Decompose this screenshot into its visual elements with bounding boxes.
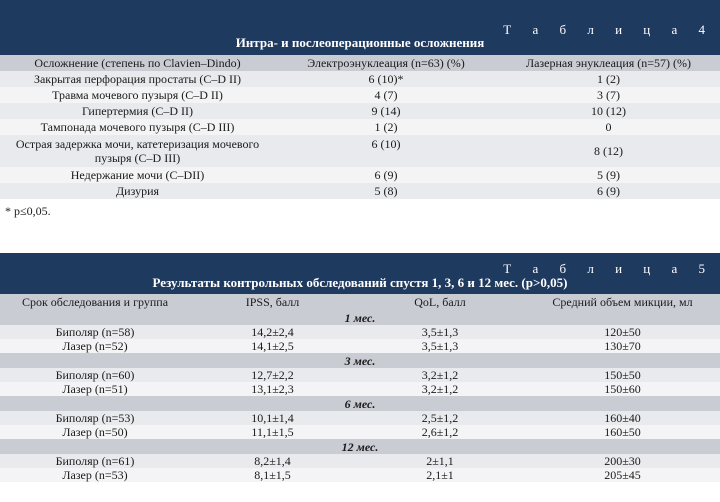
table-row — [0, 87, 720, 103]
column-header: Лазерная энуклеация (n=57) (%) — [525, 56, 692, 70]
cell: 160±50 — [604, 425, 641, 439]
period-label: 1 мес. — [0, 310, 720, 325]
table-5 — [0, 253, 720, 482]
table-row — [0, 135, 720, 167]
cell: 6 (9) — [374, 168, 398, 182]
table-4-header — [0, 0, 720, 55]
cell: 8,1±1,5 — [254, 468, 291, 482]
table-5-title: Результаты контрольных обследований спустя 1, 3, 6 и 12 мес. (p>0,05) — [152, 275, 568, 290]
cell: 150±60 — [604, 382, 641, 396]
cell: Лазер (n=51) — [62, 382, 128, 396]
cell: 8,2±1,4 — [254, 454, 291, 468]
table-row — [0, 71, 720, 87]
table-row — [0, 183, 720, 199]
cell: 8 (12) — [594, 144, 623, 158]
cell: Дизурия — [115, 184, 160, 198]
table-row — [0, 425, 720, 439]
cell: 12,7±2,2 — [251, 368, 294, 382]
cell: Биполяр (n=61) — [55, 454, 135, 468]
table-4 — [0, 0, 720, 219]
table-5-grid — [0, 294, 720, 482]
cell: 5 (8) — [374, 184, 398, 198]
cell: 3,2±1,2 — [421, 368, 459, 382]
cell: Недержание мочи (C–DII) — [70, 168, 205, 182]
cell: 0 — [605, 120, 612, 134]
cell: 1 (2) — [374, 120, 398, 134]
table-row — [0, 468, 720, 482]
period-row — [0, 310, 720, 325]
cell: Биполяр (n=58) — [55, 325, 135, 339]
cell: 120±50 — [604, 325, 641, 339]
column-header: QoL, балл — [414, 295, 466, 309]
cell: Острая задержка мочи, катетеризация мочевого пузыря (C–D III) — [15, 137, 260, 165]
table-4-number: Т а б л и ц а 4 — [503, 22, 714, 37]
table-4-grid — [0, 55, 720, 199]
cell: 3,2±1,2 — [421, 382, 459, 396]
table-5-number: Т а б л и ц а 5 — [503, 261, 714, 276]
cell: 4 (7) — [374, 88, 398, 102]
table-row — [0, 167, 720, 183]
period-label: 12 мес. — [0, 439, 720, 454]
table-4-column-headers — [0, 55, 720, 71]
cell: 9 (14) — [371, 104, 401, 118]
cell: Биполяр (n=60) — [55, 368, 135, 382]
period-row — [0, 396, 720, 411]
period-row — [0, 439, 720, 454]
table-row — [0, 411, 720, 425]
table-row — [0, 119, 720, 135]
period-label: 6 мес. — [0, 396, 720, 411]
period-label: 3 мес. — [0, 353, 720, 368]
cell: 3 (7) — [597, 88, 620, 102]
table-row — [0, 103, 720, 119]
table-row — [0, 382, 720, 396]
cell: Закрытая перфорация простаты (C–D II) — [33, 72, 242, 86]
table-row — [0, 339, 720, 353]
cell: Травма мочевого пузыря (C–D II) — [52, 88, 223, 102]
column-header: Осложнение (степень по Clavien–Dindo) — [34, 56, 241, 70]
cell: 10,1±1,4 — [251, 411, 294, 425]
cell: 3,5±1,3 — [421, 339, 459, 353]
column-header: Электроэнуклеация (n=63) (%) — [307, 56, 465, 70]
cell: 6 (10)* — [368, 72, 404, 86]
table-4-footnote: * p≤0,05. — [5, 204, 51, 218]
table-row — [0, 325, 720, 339]
table-5-header — [0, 253, 720, 294]
cell: 6 (9) — [597, 184, 620, 198]
cell: 6 (10) — [371, 137, 401, 151]
cell: 1 (2) — [597, 72, 620, 86]
cell: 205±45 — [604, 468, 641, 482]
cell: Лазер (n=53) — [62, 468, 128, 482]
table-row — [0, 454, 720, 468]
cell: Гипертермия (C–D II) — [81, 104, 194, 118]
column-header: IPSS, балл — [245, 295, 300, 309]
period-row — [0, 353, 720, 368]
cell: 14,1±2,5 — [251, 339, 294, 353]
cell: 150±50 — [604, 368, 641, 382]
cell: Тампонада мочевого пузыря (C–D III) — [40, 120, 235, 134]
cell: 160±40 — [604, 411, 641, 425]
cell: 3,5±1,3 — [421, 325, 459, 339]
cell: 2±1,1 — [426, 454, 454, 468]
cell: 2,6±1,2 — [421, 425, 459, 439]
cell: Биполяр (n=53) — [55, 411, 135, 425]
table-row — [0, 368, 720, 382]
cell: 14,2±2,4 — [251, 325, 294, 339]
column-header: Средний объем микции, мл — [552, 295, 693, 309]
cell: 2,5±1,2 — [421, 411, 459, 425]
column-header: Срок обследования и группа — [21, 295, 169, 309]
cell: 130±70 — [604, 339, 641, 353]
table-5-column-headers — [0, 294, 720, 310]
cell: 2,1±1 — [426, 468, 454, 482]
cell: Лазер (n=52) — [62, 339, 128, 353]
cell: 10 (12) — [591, 104, 626, 118]
table-4-title: Интра- и послеоперационные осложнения — [235, 35, 485, 50]
cell: Лазер (n=50) — [62, 425, 128, 439]
cell: 11,1±1,5 — [251, 425, 294, 439]
cell: 13,1±2,3 — [251, 382, 294, 396]
cell: 200±30 — [604, 454, 641, 468]
cell: 5 (9) — [597, 168, 620, 182]
